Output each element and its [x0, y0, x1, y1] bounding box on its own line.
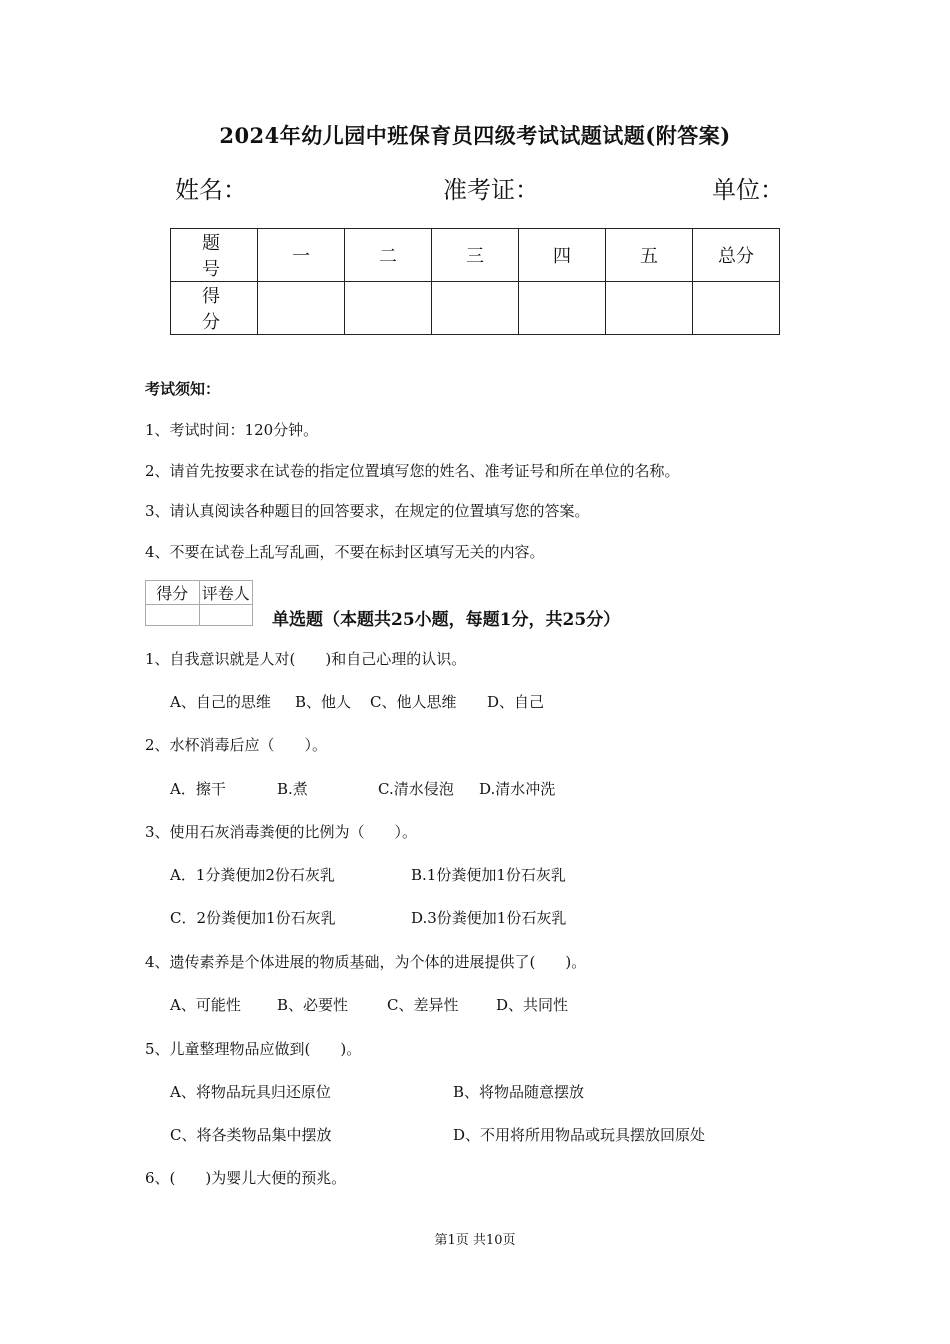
- question-option: B.煮: [277, 780, 308, 798]
- question-option: A、自己的思维: [170, 693, 271, 711]
- grader-table-score-label: 得分: [146, 581, 200, 605]
- notice-item: 4、不要在试卷上乱写乱画，不要在标封区填写无关的内容。: [145, 543, 545, 561]
- question-option: C、将各类物品集中摆放: [170, 1126, 332, 1144]
- notice-title: 考试须知：: [145, 380, 221, 398]
- question-option: D.清水冲洗: [479, 780, 556, 798]
- score-cell: [606, 282, 693, 335]
- question-option: D.3份粪便加1份石灰乳: [411, 909, 567, 927]
- score-cell: [519, 282, 606, 335]
- question-stem: 4、遗传素养是个体进展的物质基础，为个体的进展提供了( )。: [145, 953, 587, 971]
- name-field-label: 姓名：: [175, 176, 247, 204]
- grader-table-cell: [199, 605, 253, 626]
- header-cell-3: 三: [432, 229, 519, 282]
- notice-item: 3、请认真阅读各种题目的回答要求，在规定的位置填写您的答案。: [145, 502, 590, 520]
- question-option: D、不用将所用物品或玩具摆放回原处: [453, 1126, 706, 1144]
- grader-table-grader-label: 评卷人: [199, 581, 253, 605]
- question-option: B、将物品随意摆放: [453, 1083, 585, 1101]
- score-cell: [432, 282, 519, 335]
- question-option: B.1份粪便加1份石灰乳: [411, 866, 566, 884]
- question-stem: 3、使用石灰消毒粪便的比例为（ ）。: [145, 823, 418, 841]
- question-option: C.清水侵泡: [378, 780, 454, 798]
- question-option: D、共同性: [496, 996, 569, 1014]
- question-option: C、差异性: [387, 996, 459, 1014]
- header-cell-5: 五: [606, 229, 693, 282]
- score-row-label: 得 分: [171, 282, 258, 335]
- question-option: A、将物品玩具归还原位: [170, 1083, 331, 1101]
- grader-table-cell: [146, 605, 200, 626]
- document-title: 2024年幼儿园中班保育员四级考试试题试题(附答案): [219, 123, 731, 148]
- notice-item: 1、考试时间：120分钟。: [145, 421, 319, 439]
- exam-id-field-label: 准考证：: [443, 176, 539, 204]
- header-cell-1: 一: [258, 229, 345, 282]
- question-option: B、必要性: [277, 996, 349, 1014]
- score-cell: [693, 282, 780, 335]
- section-title: 单选题（本题共25小题，每题1分，共25分）: [272, 610, 621, 630]
- unit-field-label: 单位：: [712, 176, 784, 204]
- question-option: D、自己: [487, 693, 545, 711]
- question-option: C、他人思维: [370, 693, 457, 711]
- score-table: [170, 228, 780, 335]
- question-option: A．擦干: [170, 780, 226, 798]
- question-stem: 1、自我意识就是人对( )和自己心理的认识。: [145, 650, 467, 668]
- question-option: A、可能性: [170, 996, 241, 1014]
- header-cell-2: 二: [345, 229, 432, 282]
- score-table-score-row: [171, 282, 780, 335]
- header-cell-total: 总分: [693, 229, 780, 282]
- page-footer: 第1页 共10页: [434, 1233, 516, 1248]
- header-cell-4: 四: [519, 229, 606, 282]
- question-option: C．2份粪便加1份石灰乳: [170, 909, 336, 927]
- grader-table: [145, 580, 253, 626]
- score-cell: [345, 282, 432, 335]
- header-cell-question-number: 题 号: [171, 229, 258, 282]
- score-table-header-row: [171, 229, 780, 282]
- notice-item: 2、请首先按要求在试卷的指定位置填写您的姓名、准考证号和所在单位的名称。: [145, 462, 680, 480]
- question-stem: 6、( )为婴儿大便的预兆。: [145, 1169, 347, 1187]
- question-option: B、他人: [295, 693, 352, 711]
- question-stem: 2、水杯消毒后应（ ）。: [145, 736, 328, 754]
- question-stem: 5、儿童整理物品应做到( )。: [145, 1040, 362, 1058]
- question-option: A．1分粪便加2份石灰乳: [170, 866, 335, 884]
